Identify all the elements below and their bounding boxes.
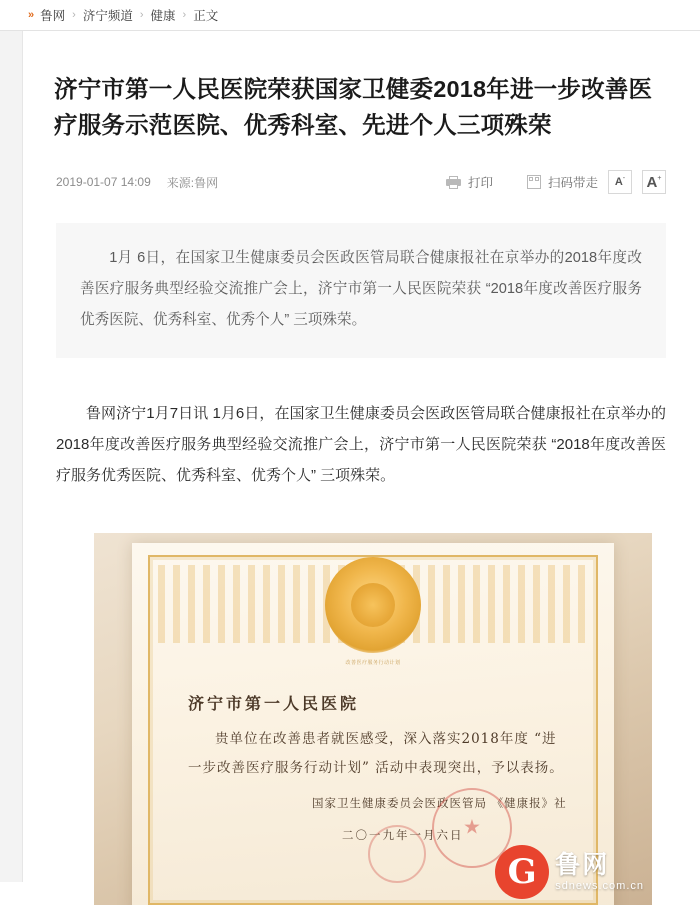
article-content: [22, 71, 700, 905]
article-source: 来源:鲁网: [166, 175, 219, 190]
font-decrease-sup: -: [622, 174, 626, 182]
breadcrumb-separator: ›: [72, 9, 76, 21]
article-body: [56, 398, 666, 491]
font-increase-sup: +: [657, 174, 662, 182]
article-summary: [56, 223, 666, 358]
watermark-url: sdnews.com.cn: [555, 879, 644, 892]
watermark-text: [555, 852, 644, 892]
logo-icon: G: [495, 845, 549, 899]
publish-date: 2019-01-07 14:09: [56, 175, 151, 189]
article-tools: [412, 170, 666, 194]
article-image: [94, 533, 652, 905]
font-increase-label: A: [646, 173, 658, 191]
double-chevron-right-icon: »: [28, 8, 33, 21]
watermark: [495, 845, 644, 899]
print-button-label: 打印: [467, 176, 493, 190]
breadcrumb-item-home[interactable]: 鲁网: [40, 9, 66, 23]
breadcrumb-item-health[interactable]: 健康: [150, 9, 176, 23]
certificate-body: 贵单位在改善患者就医感受，深入落实2018年度 “进一步改善医疗服务行动计划” 活动中表现突出，予以表扬。: [188, 731, 564, 776]
font-decrease-button[interactable]: [608, 170, 632, 194]
certificate-small-text: 改善医疗服务行动计划: [345, 660, 401, 666]
qr-code-icon: [527, 175, 541, 189]
watermark-name: 鲁网: [555, 851, 610, 880]
breadcrumb-item-current: 正文: [193, 9, 219, 23]
font-decrease-label: A: [614, 176, 623, 188]
red-seal-secondary-icon: [368, 825, 426, 883]
breadcrumb-separator: ›: [182, 9, 187, 21]
breadcrumb: [0, 0, 700, 31]
breadcrumb-separator: ›: [139, 9, 144, 21]
body-paragraph-1: 鲁网济宁1月7日讯 1月6日，在国家卫生健康委员会医政医管局联合健康报社在京举办的2018年度改善医疗服务典型经验交流推广会上，济宁市第一人民医院荣获 “2018年度改善医疗服务优秀医院、优秀科室、优秀个人” 三项殊荣。: [56, 405, 666, 484]
qrcode-button[interactable]: [527, 173, 598, 191]
certificate-org: 济宁市第一人民医院: [188, 694, 360, 713]
emblem-icon: [325, 557, 421, 653]
printer-icon: [446, 176, 461, 189]
page-title: 济宁市第一人民医院荣获国家卫健委2018年进一步改善医疗服务示范医院、优秀科室、先进个人三项殊荣: [54, 76, 653, 138]
certificate-signer: 国家卫生健康委员会医政医管局 《健康报》社: [312, 796, 567, 810]
breadcrumb-item-channel[interactable]: 济宁频道: [82, 9, 133, 23]
font-increase-button[interactable]: [642, 170, 666, 194]
article-meta: [50, 165, 672, 199]
summary-text: 1月 6日，在国家卫生健康委员会医政医管局联合健康报社在京举办的2018年度改善医疗服务典型经验交流推广会上，济宁市第一人民医院荣获 “2018年度改善医疗服务优秀医院、优秀科室、优秀个人” 三项殊荣。: [80, 250, 642, 328]
certificate-date: 二〇一九年一月六日: [342, 828, 464, 842]
left-rail: [0, 0, 23, 882]
print-button[interactable]: [446, 173, 493, 191]
qrcode-button-label: 扫码带走: [547, 176, 598, 190]
